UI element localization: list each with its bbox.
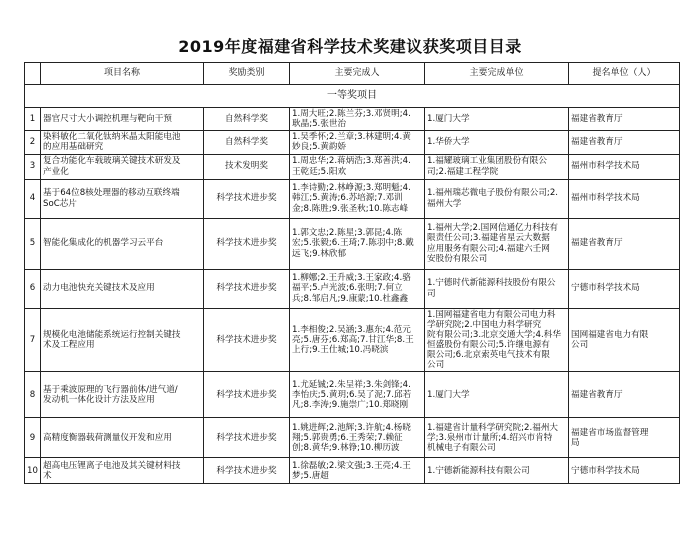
main-units: 1.厦门大学 (425, 372, 569, 418)
project-name: 高精度衡器载荷测量仪开发和应用 (41, 418, 204, 458)
award-type: 科学技术进步奖 (204, 372, 290, 418)
project-name: 基于64位8核处理器的移动互联终端 SoC芯片 (41, 179, 204, 218)
table-row (25, 108, 680, 131)
header-award-type: 奖励类别 (204, 63, 290, 85)
main-people: 1.徐磊敏;2.梁文强;3.王亮;4.王 梦;5.唐超 (290, 458, 425, 484)
table-row (25, 308, 680, 372)
project-name: 超高电压锂离子电池及其关键材料技 术 (41, 458, 204, 484)
row-number: 7 (25, 308, 41, 372)
row-number: 1 (25, 108, 41, 131)
table-row (25, 154, 680, 179)
main-people: 1.姚进辉;2.池辉;3.许航;4.杨晓 翔;5.郭贵勇;6.王秀荣;7.赖征 创;8.黄华;9.林铮;10.柳历波 (290, 418, 425, 458)
project-name: 动力电池快充关键技术及应用 (41, 269, 204, 308)
award-type: 科学技术进步奖 (204, 269, 290, 308)
award-table (24, 62, 680, 484)
row-number: 10 (25, 458, 41, 484)
nominator: 福州市科学技术局 (569, 154, 680, 179)
row-number: 9 (25, 418, 41, 458)
main-people: 1.周大旺;2.陈兰芬;3.邓贤明;4. 耿晶;5.张世治 (290, 108, 425, 131)
section-title: 一等奖项目 (25, 85, 680, 108)
main-units: 1.国网福建省电力有限公司电力科 学研究院;2.中国电力科学研究 院有限公司;3.北京交通大学;4.科华 恒盛股份有限公司;5.许继电源有 限公司;6.北京索英电气技术有限 公司 (425, 308, 569, 372)
header-nominator: 提名单位（人） (569, 63, 680, 85)
row-number: 3 (25, 154, 41, 179)
main-people: 1.周忠华;2.蒋炳浩;3.郑善洪;4. 王乾廷;5.阳欢 (290, 154, 425, 179)
table-row (25, 418, 680, 458)
header-project-name: 项目名称 (41, 63, 204, 85)
header-row (25, 63, 680, 85)
header-main-people: 主要完成人 (290, 63, 425, 85)
row-number: 5 (25, 218, 41, 269)
nominator: 福建省教育厅 (569, 372, 680, 418)
award-type: 科学技术进步奖 (204, 418, 290, 458)
award-type: 科学技术进步奖 (204, 179, 290, 218)
project-name: 智能化集成化的机器学习云平台 (41, 218, 204, 269)
table-row (25, 218, 680, 269)
award-type: 技术发明奖 (204, 154, 290, 179)
nominator: 福建省教育厅 (569, 131, 680, 154)
row-number: 6 (25, 269, 41, 308)
table-row (25, 269, 680, 308)
nominator: 国网福建省电力有限 公司 (569, 308, 680, 372)
nominator: 宁德市科学技术局 (569, 458, 680, 484)
main-units: 1.华侨大学 (425, 131, 569, 154)
main-people: 1.尤延铖;2.朱呈祥;3.朱剑锋;4. 李怡庆;5.黄玥;6.吴了泥;7.邱若 凡;8.李涛;9.施崇广;10.郑晓刚 (290, 372, 425, 418)
main-people: 1.李相俊;2.吴涵;3.惠东;4.范元 亮;5.唐芬;6.郑高;7.甘江华;8.王 上行;9.王仕城;10.冯晓滨 (290, 308, 425, 372)
section-row (25, 85, 680, 108)
project-name: 器官尺寸大小调控机理与靶向干预 (41, 108, 204, 131)
main-units: 1.福州大学;2.国网信通亿力科技有 限责任公司;3.福建省星云大数据 应用服务有限公司;4.福建六壬网 安股份有限公司 (425, 218, 569, 269)
main-units: 1.宁德新能源科技有限公司 (425, 458, 569, 484)
main-people: 1.李诗勤;2.林峥源;3.郑明魁;4. 韩江;5.黄涛;6.苏培源;7.邓训 金;8.陈胜;9.张圣秋;10.陈志峰 (290, 179, 425, 218)
row-number: 2 (25, 131, 41, 154)
row-number: 4 (25, 179, 41, 218)
header-main-units: 主要完成单位 (425, 63, 569, 85)
award-type: 自然科学奖 (204, 108, 290, 131)
nominator: 宁德市科学技术局 (569, 269, 680, 308)
nominator: 福建省教育厅 (569, 218, 680, 269)
table-row (25, 179, 680, 218)
project-name: 复合功能化车载玻璃关键技术研发及 产业化 (41, 154, 204, 179)
award-type: 科学技术进步奖 (204, 308, 290, 372)
nominator: 福建省教育厅 (569, 108, 680, 131)
main-units: 1.福耀玻璃工业集团股份有限公 司;2.福建工程学院 (425, 154, 569, 179)
header-number (25, 63, 41, 85)
nominator: 福建省市场监督管理 局 (569, 418, 680, 458)
table-row (25, 458, 680, 484)
main-people: 1.吴季怀;2.兰章;3.林建明;4.黄 妙良;5.黄韵娇 (290, 131, 425, 154)
main-units: 1.厦门大学 (425, 108, 569, 131)
row-number: 8 (25, 372, 41, 418)
table-row (25, 372, 680, 418)
nominator: 福州市科学技术局 (569, 179, 680, 218)
table-row (25, 131, 680, 154)
main-units: 1.福州瑞芯微电子股份有限公司;2. 福州大学 (425, 179, 569, 218)
main-people: 1.柳娜;2.王升威;3.王家政;4.骆 福平;5.卢光波;6.张明;7.何立 兵;8.邹启凡;9.康蒙;10.杜鑫鑫 (290, 269, 425, 308)
award-type: 科学技术进步奖 (204, 458, 290, 484)
project-name: 染料敏化二氧化钛纳米晶太阳能电池 的应用基础研究 (41, 131, 204, 154)
main-people: 1.郭文忠;2.陈星;3.郭昆;4.陈 宏;5.张毅;6.王琦;7.陈羽中;8.戴 远飞;9.林欣郁 (290, 218, 425, 269)
award-type: 科学技术进步奖 (204, 218, 290, 269)
main-units: 1.福建省计量科学研究院;2.福州大 学;3.泉州市计量所;4.绍兴市肯特 机械电子有限公司 (425, 418, 569, 458)
project-name: 规模化电池储能系统运行控制关键技 术及工程应用 (41, 308, 204, 372)
project-name: 基于乘波原理的飞行器前体/进气道/ 发动机一体化设计方法及应用 (41, 372, 204, 418)
page-title: 2019年度福建省科学技术奖建议获奖项目目录 (178, 37, 522, 56)
award-type: 自然科学奖 (204, 131, 290, 154)
main-units: 1.宁德时代新能源科技股份有限公 司 (425, 269, 569, 308)
